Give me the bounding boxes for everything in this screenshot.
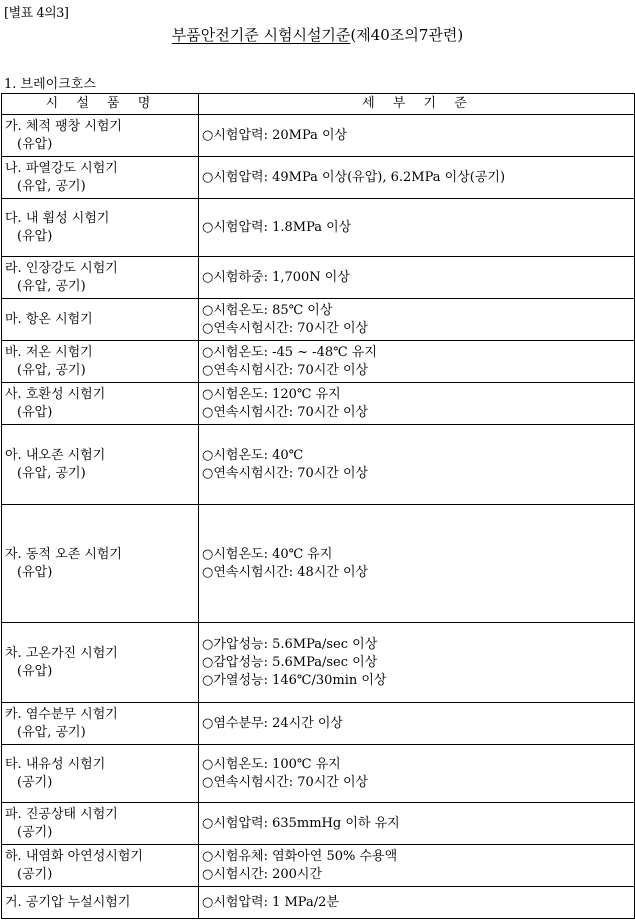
- facility-medium: (유압, 공기): [17, 278, 86, 294]
- table-row: [2, 803, 635, 845]
- table-row: [2, 887, 635, 919]
- detail-standard-cell: [199, 157, 635, 199]
- facility-medium: (유압, 공기): [17, 465, 86, 481]
- facility-name: 자. 동적 오존 시험기: [5, 546, 122, 562]
- facility-name: 바. 저온 시험기: [5, 344, 93, 360]
- detail-item: ○시험압력: 1.8MPa 이상: [202, 219, 352, 235]
- table-row: [2, 115, 635, 157]
- detail-item: ○감압성능: 5.6MPa/sec 이상: [202, 654, 378, 670]
- detail-item: ○시험압력: 1 MPa/2분: [202, 894, 339, 910]
- facility-name-cell: [2, 199, 199, 257]
- facility-medium: (유압): [17, 404, 53, 420]
- detail-standard-cell: [199, 299, 635, 341]
- facility-medium: (유압): [17, 663, 53, 679]
- facility-name: 차. 고온가진 시험기: [5, 645, 118, 661]
- detail-standard-cell: [199, 623, 635, 703]
- detail-item: ○연속시험시간: 70시간 이상: [202, 362, 369, 378]
- facility-name-cell: [2, 505, 199, 623]
- document-title: [0, 24, 635, 45]
- facility-medium: (공기): [17, 824, 53, 840]
- detail-item: ○시험온도: -45 ~ -48℃ 유지: [202, 344, 377, 360]
- facility-medium: (유압, 공기): [17, 178, 86, 194]
- detail-item: ○시험온도: 100℃ 유지: [202, 756, 341, 772]
- detail-item: ○가열성능: 146℃/30min 이상: [202, 672, 387, 688]
- facility-name: 라. 인장강도 시험기: [5, 260, 118, 276]
- facility-medium: (유압): [17, 564, 53, 580]
- table-row: [2, 383, 635, 425]
- detail-standard-cell: [199, 257, 635, 299]
- facility-medium: (공기): [17, 866, 53, 882]
- detail-item: ○시험압력: 49MPa 이상(유압), 6.2MPa 이상(공기): [202, 169, 506, 185]
- detail-standard-cell: [199, 425, 635, 505]
- table-body: [2, 115, 635, 919]
- header-facility-name: 시 설 품 명: [2, 94, 199, 115]
- header-detail-standard: 세 부 기 준: [199, 94, 635, 115]
- table-row: [2, 299, 635, 341]
- detail-item: ○연속시험시간: 70시간 이상: [202, 465, 369, 481]
- facility-medium: (공기): [17, 774, 53, 790]
- facility-medium: (유압): [17, 136, 53, 152]
- detail-standard-cell: [199, 115, 635, 157]
- detail-standard-cell: [199, 341, 635, 383]
- table-row: [2, 257, 635, 299]
- table-header-row: [2, 94, 635, 115]
- facility-name-cell: [2, 745, 199, 803]
- section-heading: 1. 브레이크호스: [4, 77, 96, 92]
- detail-item: ○시험하중: 1,700N 이상: [202, 269, 350, 285]
- table-row: [2, 505, 635, 623]
- detail-item: ○시험압력: 635mmHg 이하 유지: [202, 815, 400, 831]
- table-row: [2, 745, 635, 803]
- detail-item: ○시험온도: 120℃ 유지: [202, 386, 341, 402]
- facility-medium: (유압, 공기): [17, 724, 86, 740]
- facility-name-cell: [2, 703, 199, 745]
- detail-item: ○시험시간: 200시간: [202, 866, 323, 882]
- facility-name-cell: [2, 383, 199, 425]
- detail-item: ○시험온도: 40℃ 유지: [202, 546, 333, 562]
- detail-item: ○시험온도: 85℃ 이상: [202, 302, 333, 318]
- attachment-label: [별표 4의3]: [4, 6, 69, 21]
- facility-name: 타. 내유성 시험기: [5, 756, 106, 772]
- facility-name: 파. 진공상태 시험기: [5, 806, 118, 822]
- facility-name-cell: [2, 845, 199, 887]
- detail-item: ○시험압력: 20MPa 이상: [202, 127, 348, 143]
- facility-name-cell: [2, 299, 199, 341]
- facility-name-cell: [2, 803, 199, 845]
- title-main: 부품안전기준 시험시설기준: [171, 26, 351, 44]
- detail-standard-cell: [199, 887, 635, 919]
- detail-item: ○연속시험시간: 70시간 이상: [202, 404, 369, 420]
- detail-standard-cell: [199, 383, 635, 425]
- facility-medium: (유압, 공기): [17, 362, 86, 378]
- detail-item: ○염수분무: 24시간 이상: [202, 715, 343, 731]
- facility-medium: (유압): [17, 228, 53, 244]
- facility-name: 아. 내오존 시험기: [5, 447, 106, 463]
- detail-item: ○연속시험시간: 70시간 이상: [202, 774, 369, 790]
- detail-standard-cell: [199, 803, 635, 845]
- detail-standard-cell: [199, 703, 635, 745]
- table-row: [2, 845, 635, 887]
- table-row: [2, 341, 635, 383]
- detail-item: ○시험온도: 40℃: [202, 447, 304, 463]
- facility-name-cell: [2, 257, 199, 299]
- facility-name: 다. 내 휨성 시험기: [5, 210, 110, 226]
- facility-name: 거. 공기압 누설시험기: [5, 894, 131, 910]
- facility-standards-table: [1, 93, 635, 919]
- table-row: [2, 703, 635, 745]
- table-row: [2, 425, 635, 505]
- facility-name: 카. 염수분무 시험기: [5, 706, 118, 722]
- facility-name: 사. 호환성 시험기: [5, 386, 106, 402]
- detail-item: ○연속시험시간: 48시간 이상: [202, 564, 369, 580]
- detail-item: ○연속시험시간: 70시간 이상: [202, 320, 369, 336]
- detail-item: ○시험유체: 염화아연 50% 수용액: [202, 848, 398, 864]
- facility-name-cell: [2, 115, 199, 157]
- detail-standard-cell: [199, 745, 635, 803]
- facility-name: 하. 내염화 아연성시험기: [5, 848, 143, 864]
- facility-name: 가. 체적 팽창 시험기: [5, 118, 122, 134]
- facility-name: 마. 항온 시험기: [5, 311, 93, 327]
- detail-standard-cell: [199, 505, 635, 623]
- table-row: [2, 623, 635, 703]
- facility-name-cell: [2, 887, 199, 919]
- detail-standard-cell: [199, 845, 635, 887]
- facility-name: 나. 파열강도 시험기: [5, 160, 118, 176]
- facility-name-cell: [2, 157, 199, 199]
- title-suffix: (제40조의7관련): [350, 26, 464, 44]
- detail-item: ○가압성능: 5.6MPa/sec 이상: [202, 636, 378, 652]
- facility-name-cell: [2, 341, 199, 383]
- facility-name-cell: [2, 425, 199, 505]
- table-row: [2, 157, 635, 199]
- facility-name-cell: [2, 623, 199, 703]
- detail-standard-cell: [199, 199, 635, 257]
- table-row: [2, 199, 635, 257]
